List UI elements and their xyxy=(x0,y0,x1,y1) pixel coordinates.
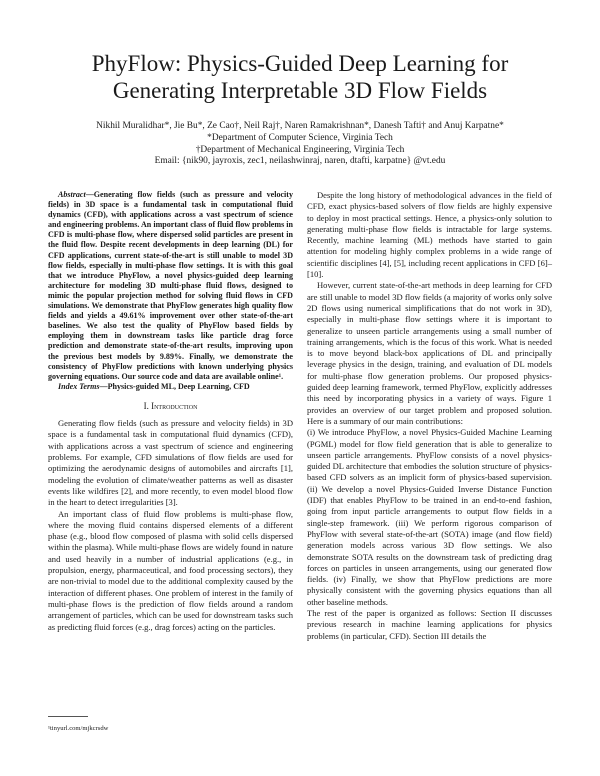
right-column xyxy=(307,190,552,642)
author-emails: Email: {nik90, jayroxis, zec1, neilashwinraj, naren, dtafti, karpatne} @vt.edu xyxy=(154,156,446,167)
footnote-rule xyxy=(48,716,88,717)
affiliation-me: †Department of Mechanical Engineering, Virginia Tech xyxy=(195,144,405,155)
abstract xyxy=(48,190,293,382)
intro-paragraph-2: An important class of fluid flow problems is multi-phase flow, where the moving fluid contains dispersed elements of a different phase (e.g., blood flow composed of plasma with solid cells dispersed within the plasma). While multi-phase flows are widely found in nature and used heavily in a number of industrial applications (e.g., in propulsion, energy, pharmaceutical, and food processing sectors), they are non-trivial to model due to the additional complexity caused by the interaction of different phases. One problem of interest in the family of multi-phase flows is the prediction of flow fields around a random arrangement of particles, which can be used for downstream tasks such as predicting fluid forces (e.g., drag forces) acting on the particles. xyxy=(48,508,293,632)
intro-paragraph-1: Generating flow fields (such as pressure and velocity fields) in 3D space is a fundamental task in computational fluid dynamics (CFD), with applications across a vast spectrum of science and engineering problems. For example, CFD simulations of flow fields are used for optimizing the aerodynamic designs of automobiles and aircrafts [1], modeling the evolution of climate/weather patterns as well as disaster events like wildfires [2], and more recently, to even model blood flow in the heart to detect irregularities [3]. xyxy=(48,418,293,508)
index-terms-label: Index Terms xyxy=(58,381,100,391)
abstract-text: —Generating flow fields (such as pressure and velocity fields) in 3D space is a fundamental task in computational fluid dynamics (CFD), with applications across a vast spectrum of science and engineering problems. An important class of fluid flow problems in CFD is multi-phase flow, where dispersed solid particles are present in the fluid flow. Despite recent developments in deep learning (DL) for CFD applications, current state-of-the-art is still unable to model 3D flow fields, especially in multi-phase flow settings. It is with this goal that we introduce PhyFlow, a novel physics-guided deep learning architecture for modeling 3D multi-phase fluid flows, designed to mimic the popular projection method for solving fluid flows in CFD simulations. We demonstrate that PhyFlow generates high quality flow fields and yields a 49.61% improvement over other state-of-the-art baselines. We also test the quality of PhyFlow based fields by employing them in downstream tasks like particle drag force prediction and demonstrate state-of-the-art results, improving upon the previous best models by 9.89%. Finally, we demonstrate the consistency of PhyFlow predictions with known underlying physics governing equations. Our source code and data are available online¹. xyxy=(48,190,293,381)
left-column xyxy=(48,190,293,633)
title-line-1: PhyFlow: Physics-Guided Deep Learning for xyxy=(91,51,509,76)
title-line-2: Generating Interpretable 3D Flow Fields xyxy=(112,78,488,103)
contribution-list: (i) We introduce PhyFlow, a novel Physics-Guided Machine Learning (PGML) model for flow field generation that is able to generalize to unseen particle arrangements. PhyFlow consists of a novel physics-guided DL architecture that embodies the solution structure of physics-based CFD solvers as an implicit form of physics-based supervision. (ii) We develop a novel Physics-Guided Inverse Distance Function (IDF) that enables PhyFlow to be trained in an end-to-end fashion, going from input particle arrangements to output flow fields in a single-step framework. (iii) We perform rigorous comparison of PhyFlow with several state-of-the-art (SOTA) image (and flow field) generation models across various 3D flow settings. We also demonstrate SOTA results on the downstream task of predicting drag forces on particles in unseen arrangements, using our generated flow fields. (iv) Finally, we show that PhyFlow predictions are more physically consistent with the governing physics equations than all other baseline methods. xyxy=(307,427,552,607)
section-heading-introduction: I. Introduction xyxy=(143,400,198,411)
author-list: Nikhil Muralidhar*, Jie Bu*, Ze Cao†, Neil Raj†, Naren Ramakrishnan*, Danesh Tafti† and Anuj Karpatne* xyxy=(96,121,504,131)
body-paragraph-2: However, current state-of-the-art methods in deep learning for CFD are still unable to model 3D flow fields (a majority of works only solve 2D flows using numerical simplifications that do not work in 3D), especially in multi-phase flow settings where it is important to generalize to unseen particle arrangements using a small number of training arrangements, which is the focus of this work. What is needed is to move beyond black-box applications of DL and principally leverage physics in the design, training, and evaluation of DL models for multi-phase flow generation problems. Our proposed physics-guided deep learning framework, termed PhyFlow, explicitly addresses this need by incorporating physics in a variety of ways. Figure 1 provides an overview of our target problem and proposed solution. Here is a summary of our main contributions: xyxy=(307,280,552,426)
author-block xyxy=(30,121,570,168)
index-terms-text: —Physics-guided ML, Deep Learning, CFD xyxy=(99,381,250,391)
paper-organization: The rest of the paper is organized as follows: Section II discusses previous research in machine learning applications for physics problems (in particular, CFD). Section III details the xyxy=(307,607,552,641)
abstract-label: Abstract xyxy=(58,190,86,199)
contributions xyxy=(307,427,552,642)
index-terms xyxy=(48,382,293,392)
affiliation-cs: *Department of Computer Science, Virginia Tech xyxy=(207,132,393,143)
footnote: ¹tinyurl.com/mjkcrsdw xyxy=(48,725,109,732)
body-paragraph-1: Despite the long history of methodological advances in the field of CFD, exact physics-based solvers of flow fields are highly expensive to deploy in most practical settings. Hence, a physics-only solution to generating multi-phase flow fields is intractable for large systems. Recently, machine learning (ML) methods have started to gain attention for modeling highly complex problems in a wide range of scientific disciplines [4], [5], including recent applications in CFD [6]–[10]. xyxy=(307,190,552,280)
paper-title xyxy=(40,50,560,104)
